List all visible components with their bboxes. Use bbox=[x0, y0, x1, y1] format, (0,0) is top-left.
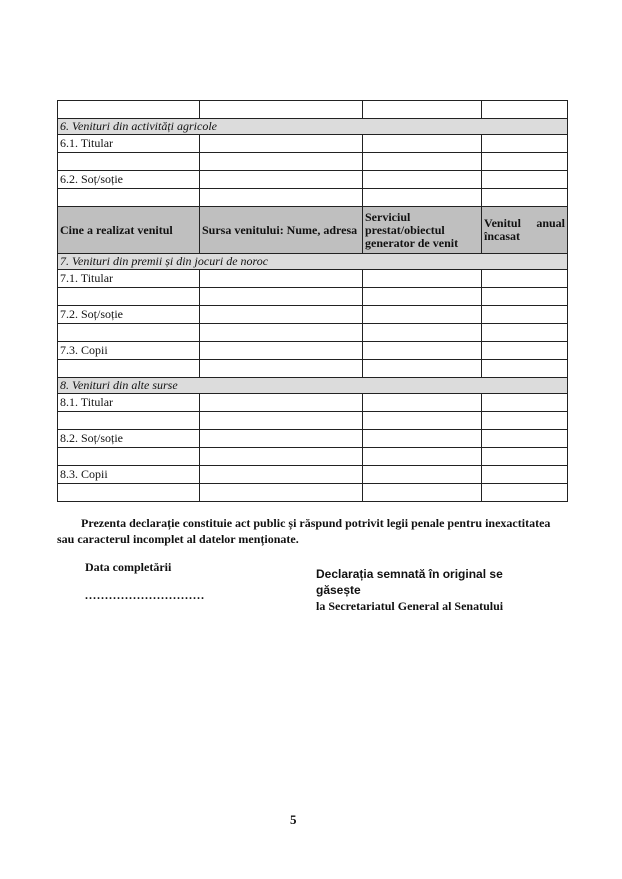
table-row bbox=[58, 153, 568, 171]
table-row bbox=[58, 394, 568, 412]
section-8-title: 8. Venituri din alte surse bbox=[58, 378, 568, 394]
table-row bbox=[58, 484, 568, 502]
signed-note-line1: Declarația semnată în original se bbox=[316, 567, 503, 581]
header-income-word3: încasat bbox=[484, 229, 520, 243]
signed-note-line3: la Secretariatul General al Senatului bbox=[316, 599, 504, 613]
table-row bbox=[58, 306, 568, 324]
row-label: 6.1. Titular bbox=[58, 135, 200, 153]
row-label: 6.2. Soț/soție bbox=[58, 171, 200, 189]
table-row bbox=[58, 324, 568, 342]
header-income-word1: Venitul bbox=[484, 216, 521, 230]
header-income bbox=[482, 207, 568, 254]
table-row bbox=[58, 189, 568, 207]
income-table bbox=[57, 100, 568, 502]
column-header-row bbox=[58, 207, 568, 254]
section-7-title-row bbox=[58, 254, 568, 270]
table-row bbox=[58, 270, 568, 288]
table-row bbox=[58, 466, 568, 484]
row-label: 8.2. Soț/soție bbox=[58, 430, 200, 448]
table-row bbox=[58, 360, 568, 378]
header-income-word2: anual bbox=[536, 216, 565, 230]
row-label: 7.1. Titular bbox=[58, 270, 200, 288]
table-row bbox=[58, 288, 568, 306]
section-8-title-row bbox=[58, 378, 568, 394]
row-label: 8.3. Copii bbox=[58, 466, 200, 484]
header-source: Sursa venitului: Nume, adresa bbox=[200, 207, 363, 254]
table-row bbox=[58, 135, 568, 153]
row-label: 7.3. Copii bbox=[58, 342, 200, 360]
row-label: 7.2. Soț/soție bbox=[58, 306, 200, 324]
section-7-title: 7. Venituri din premii și din jocuri de noroc bbox=[58, 254, 568, 270]
table-row bbox=[58, 430, 568, 448]
signed-note-line2: găsește bbox=[316, 583, 361, 597]
completion-date-placeholder: .............................. bbox=[85, 588, 205, 602]
section-6-title-row bbox=[58, 119, 568, 135]
signed-original-note bbox=[316, 566, 556, 614]
header-service: Serviciul prestat/obiectul generator de venit bbox=[363, 207, 482, 254]
row-label: 8.1. Titular bbox=[58, 394, 200, 412]
table-row bbox=[58, 101, 568, 119]
page-number: 5 bbox=[290, 812, 297, 827]
legal-declaration: Prezenta declarație constituie act public și răspund potrivit legii penale pentru inexactitatea sau caracterul incomplet al datelor menționate. bbox=[57, 516, 551, 546]
table-row bbox=[58, 171, 568, 189]
completion-date-label: Data completării bbox=[85, 560, 172, 574]
table-row bbox=[58, 342, 568, 360]
table-row bbox=[58, 412, 568, 430]
section-6-title: 6. Venituri din activități agricole bbox=[58, 119, 568, 135]
header-who: Cine a realizat venitul bbox=[58, 207, 200, 254]
table-row bbox=[58, 448, 568, 466]
